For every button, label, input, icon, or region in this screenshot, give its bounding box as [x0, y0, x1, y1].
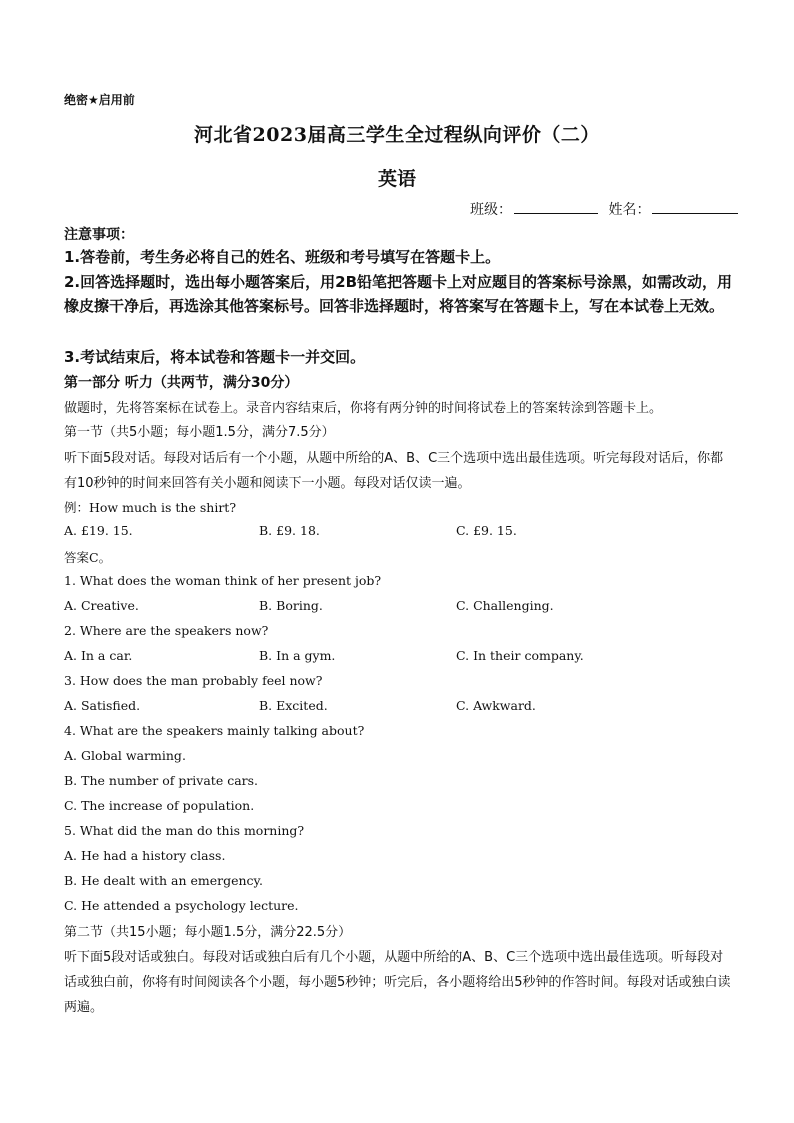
- question-5: 5. What did the man do this morning?: [64, 823, 305, 838]
- q4-option-a: A. Global warming.: [64, 748, 186, 763]
- exam-subject: 英语: [377, 168, 416, 190]
- section2-heading: 第二节（共15小题；每小题1.5分，满分22.5分）: [64, 925, 352, 940]
- example-answer: 答案C。: [64, 550, 112, 565]
- q2-option-b: B. In a gym.: [259, 648, 336, 663]
- q1-option-b: B. Boring.: [259, 598, 323, 613]
- example-option-b: B. £9. 18.: [259, 523, 320, 538]
- name-blank[interactable]: [652, 200, 738, 214]
- notice-item-3: 3.考试结束后，将本试卷和答题卡一并交回。: [64, 348, 366, 366]
- exam-title: 河北省2023届高三学生全过程纵向评价（二）: [194, 124, 600, 146]
- class-blank[interactable]: [514, 200, 598, 214]
- section2-instructions: 听下面5段对话或独白。每段对话或独白后有几个小题，从题中所给的A、B、C三个选项中选出最佳选项。听每段对话或独白前，你将有时间阅读各个小题，每小题5秒钟；听完后，各小题将给出5秒钟的作答时间。每段对话或独白读两遍。: [64, 950, 731, 1015]
- example-option-a: A. £19. 15.: [64, 523, 133, 538]
- section1-heading: 第一节（共5小题；每小题1.5分，满分7.5分）: [64, 425, 335, 440]
- example-option-c: C. £9. 15.: [456, 523, 517, 538]
- q5-option-c: C. He attended a psychology lecture.: [64, 898, 299, 913]
- q1-option-a: A. Creative.: [64, 598, 139, 613]
- q3-option-a: A. Satisfied.: [64, 698, 141, 713]
- question-4: 4. What are the speakers mainly talking about?: [64, 723, 365, 738]
- class-label: 班级：: [470, 202, 512, 218]
- part1-intro: 做题时，先将答案标在试卷上。录音内容结束后，你将有两分钟的时间将试卷上的答案转涂到答题卡上。: [64, 401, 663, 416]
- name-label: 姓名：: [608, 202, 651, 218]
- question-3: 3. How does the man probably feel now?: [64, 673, 323, 688]
- notice-item-2: 2.回答选择题时，选出每小题答案后，用2B铅笔把答题卡上对应题目的答案标号涂黑，如需改动，用橡皮擦干净后，再选涂其他答案标号。回答非选择题时，将答案写在答题卡上，写在本试卷上无效。: [64, 273, 733, 315]
- question-1: 1. What does the woman think of her present job?: [64, 573, 382, 588]
- q5-option-b: B. He dealt with an emergency.: [64, 873, 263, 888]
- q2-option-c: C. In their company.: [456, 648, 584, 663]
- part1-heading: 第一部分 听力（共两节，满分30分）: [64, 375, 299, 391]
- q5-option-a: A. He had a history class.: [64, 848, 226, 863]
- notice-heading: 注意事项：: [64, 227, 134, 243]
- q3-option-b: B. Excited.: [259, 698, 328, 713]
- question-2: 2. Where are the speakers now?: [64, 623, 269, 638]
- example-question: 例：How much is the shirt?: [64, 500, 237, 515]
- q3-option-c: C. Awkward.: [456, 698, 536, 713]
- q1-option-c: C. Challenging.: [456, 598, 554, 613]
- q4-option-c: C. The increase of population.: [64, 798, 255, 813]
- notice-item-1: 1.答卷前，考生务必将自己的姓名、班级和考号填写在答题卡上。: [64, 248, 501, 266]
- q4-option-b: B. The number of private cars.: [64, 773, 259, 788]
- q2-option-a: A. In a car.: [64, 648, 133, 663]
- section1-instructions: 听下面5段对话。每段对话后有一个小题，从题中所给的A、B、C三个选项中选出最佳选项。听完每段对话后，你都有10秒钟的时间来回答有关小题和阅读下一小题。每段对话仅读一遍。: [64, 451, 724, 491]
- class-name-line: [470, 199, 738, 219]
- confidential-mark: 绝密★启用前: [64, 93, 135, 107]
